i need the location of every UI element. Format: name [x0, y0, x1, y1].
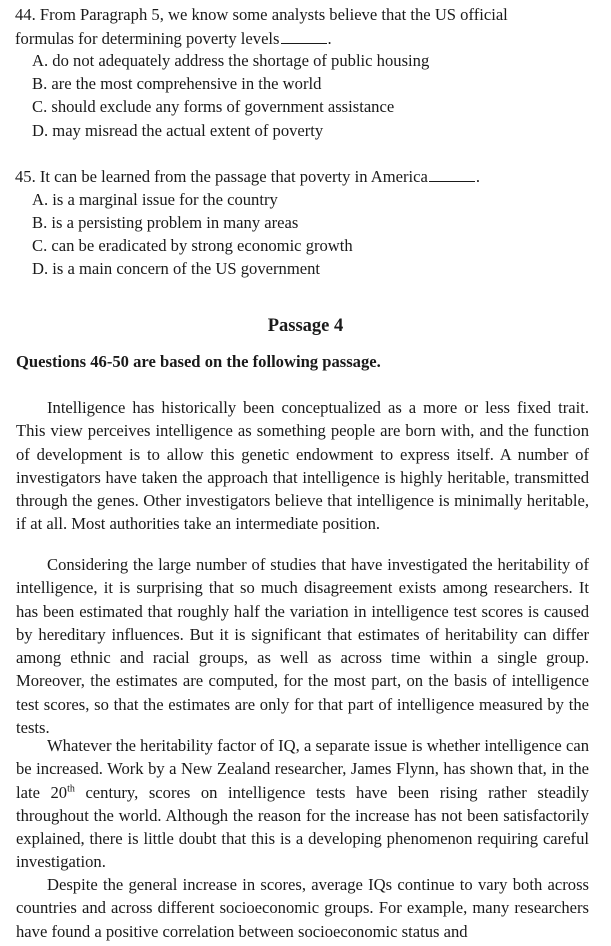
question-45-stem-end: .: [475, 167, 480, 186]
passage-paragraph-4: Despite the general increase in scores, average IQs continue to vary both across countries and across different socioeconomic groups. For example, many researchers have found a positive correlation between socioeconomic status and: [16, 875, 589, 941]
question-44-stem-text: formulas for determining poverty levels: [15, 29, 280, 48]
answer-blank: [429, 180, 475, 182]
question-44-stem-line-2: [15, 31, 332, 48]
answer-blank: [281, 42, 327, 44]
passage-paragraph-1: Intelligence has historically been conceptualized as a more or less fixed trait. This view perceives intelligence as something people are born with, and the function of development is to allow this genetic endowment to express itself. A number of investigators have taken the approach that intelligence is highly heritable, transmitted through the genes. Other investigators believe that intelligence is minimally heritable, if at all. Most authorities take an intermediate position.: [16, 398, 589, 534]
passage-instructions: Questions 46-50 are based on the following passage.: [16, 352, 381, 371]
passage-paragraph-3-text-a: Whatever the heritability factor of IQ, a separate issue is whether intelligence can be increased. Work by a New Zealand researcher, James Flynn, has shown that, in the late 20: [16, 736, 589, 802]
passage-paragraph-2: Considering the large number of studies that have investigated the heritability of intelligence, it is surprising that so much disagreement exists among researchers. It has been estimated that roughly half the variation in intelligence test scores is caused by hereditary influences. But it is significant that estimates of heritability can differ among ethnic and racial groups, as well as across time within a single group. Moreover, the estimates are computed, for the most part, on the basis of intelligence test scores, so that the estimates are only for that part of intelligence measured by the tests.: [16, 555, 589, 738]
passage-paragraph-3: [16, 734, 589, 874]
question-44-option-a: A. do not adequately address the shortage of public housing: [32, 51, 430, 70]
question-45-option-d: D. is a main concern of the US government: [32, 259, 321, 278]
passage-title: Passage 4: [267, 316, 344, 336]
question-44-stem-end: .: [327, 29, 332, 48]
question-45-stem: [15, 169, 480, 186]
ordinal-suffix: th: [67, 783, 75, 795]
question-44-stem-line-1: 44. From Paragraph 5, we know some analysts believe that the US official: [15, 5, 508, 24]
question-44-option-b: B. are the most comprehensive in the world: [32, 74, 322, 93]
question-45-option-b: B. is a persisting problem in many areas: [32, 213, 299, 232]
passage-paragraph-3-text-b: century, scores on intelligence tests have been rising rather steadily throughout the world. Although the reason for the increase has not been satisfactorily explained, there is little doubt that this is a developing phenomenon requiring careful investigation.: [16, 782, 589, 872]
question-45-option-c: C. can be eradicated by strong economic growth: [32, 236, 353, 255]
question-45-stem-text: 45. It can be learned from the passage that poverty in America: [15, 167, 428, 186]
question-45-option-a: A. is a marginal issue for the country: [32, 190, 278, 209]
question-44-option-d: D. may misread the actual extent of poverty: [32, 121, 324, 140]
question-44-option-c: C. should exclude any forms of government assistance: [32, 97, 395, 116]
